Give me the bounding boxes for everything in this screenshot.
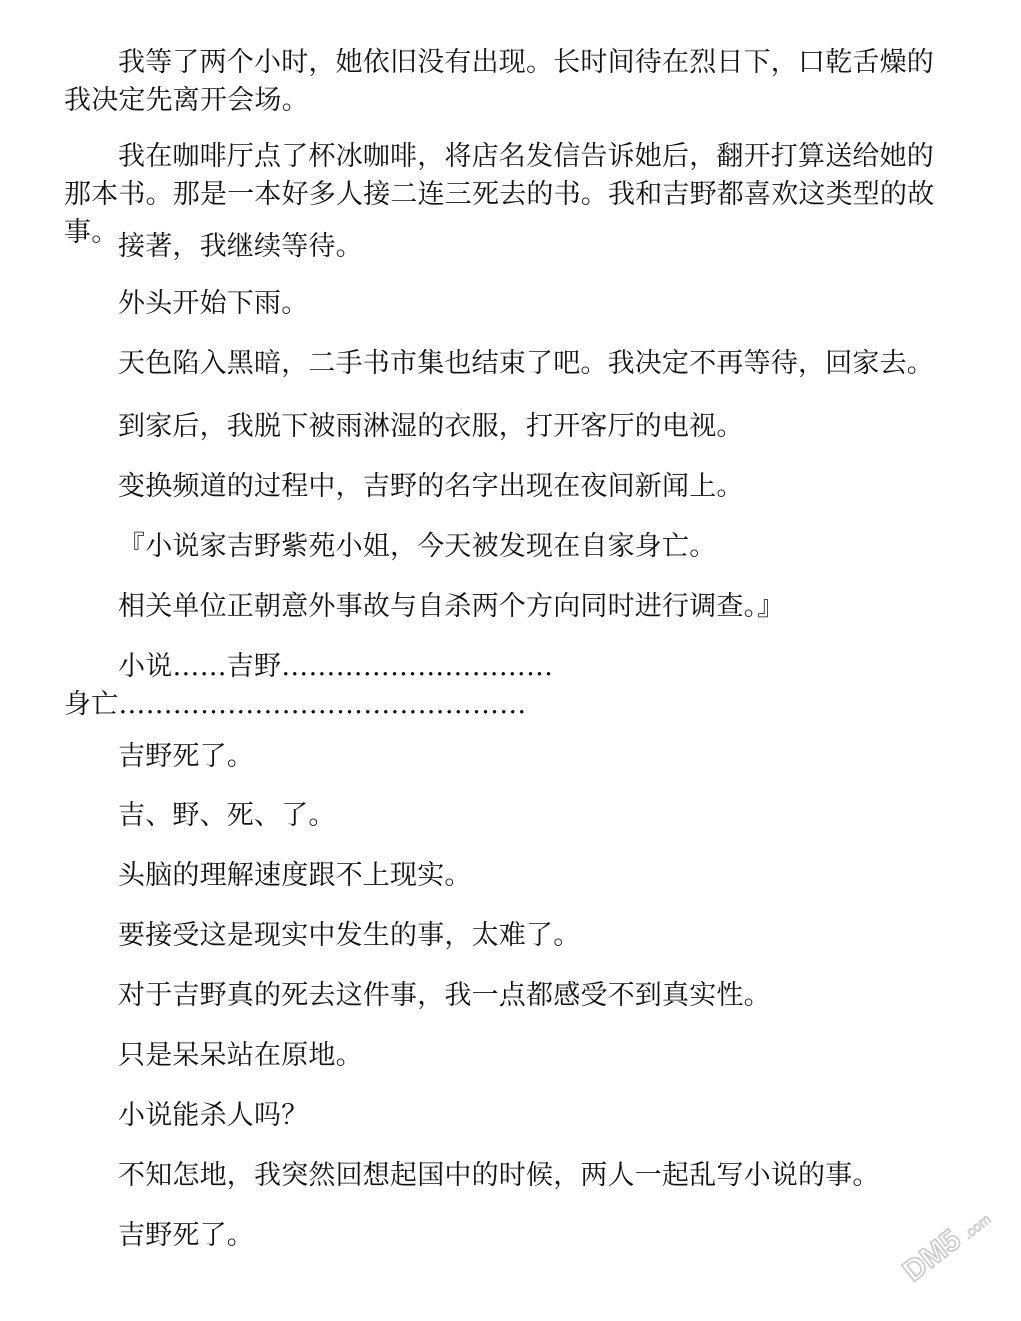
- paragraph: 头脑的理解速度跟不上现实。: [118, 860, 472, 891]
- paragraph: 吉野死了。: [118, 741, 254, 772]
- paragraph: 接著，我继续等待。: [118, 231, 363, 262]
- paragraph: 变换频道的过程中，吉野的名字出现在夜间新闻上。: [118, 471, 744, 502]
- paragraph: 相关单位正朝意外事故与自杀两个方向同时进行调查。』: [118, 591, 785, 622]
- paragraph: 天色陷入黑暗，二手书市集也结束了吧。我决定不再等待，回家去。: [118, 348, 934, 379]
- paragraph: 只是呆呆站在原地。: [118, 1040, 363, 1071]
- dm5-watermark-logo: [888, 1180, 1008, 1290]
- paragraph: 不知怎地，我突然回想起国中的时候，两人一起乱写小说的事。: [118, 1160, 880, 1191]
- paragraph: 到家后，我脱下被雨淋湿的衣服，打开客厅的电视。: [118, 411, 744, 442]
- paragraph: 我在咖啡厅点了杯冰咖啡，将店名发信告诉她后，翻开打算送给她的那本书。那是一本好多人接二连三死去的书。我和吉野都喜欢这类型的故事。: [64, 141, 935, 248]
- paragraph: 要接受这是现实中发生的事，太难了。: [118, 920, 581, 951]
- paragraph: 对于吉野真的死去这件事，我一点都感受不到真实性。: [118, 980, 771, 1011]
- paragraph: 小说……吉野…………………………身亡………………………………………: [64, 651, 554, 720]
- paragraph: 外头开始下雨。: [118, 288, 309, 319]
- paragraph: 我等了两个小时，她依旧没有出现。长时间待在烈日下，口乾舌燥的我决定先离开会场。: [64, 47, 934, 116]
- svg-text:DM5: DM5: [896, 1223, 968, 1289]
- paragraph: 『小说家吉野紫苑小姐，今天被发现在自家身亡。: [118, 531, 717, 562]
- svg-text:.com: .com: [959, 1210, 994, 1242]
- paragraph: 小说能杀人吗？: [118, 1100, 309, 1131]
- paragraph: 吉、野、死、了。: [118, 800, 336, 831]
- paragraph: 吉野死了。: [118, 1220, 254, 1251]
